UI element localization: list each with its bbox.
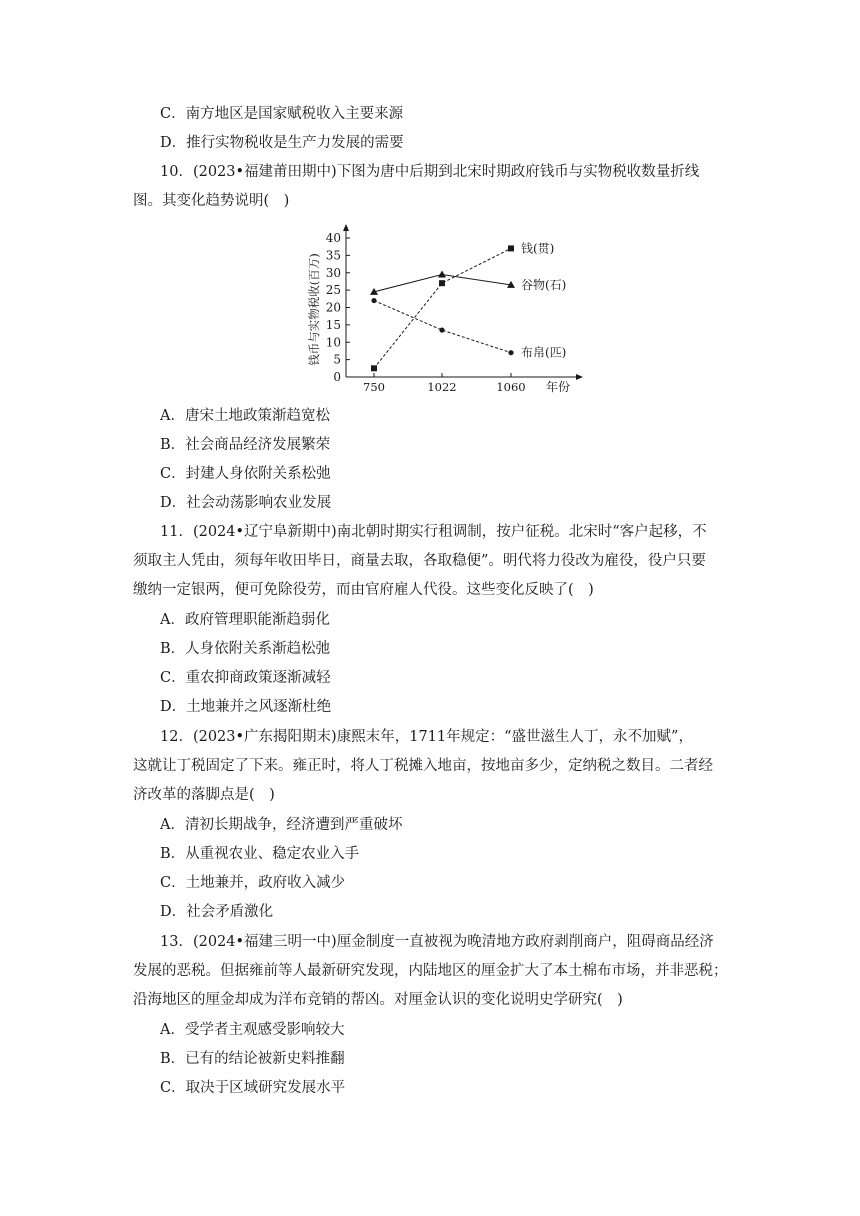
y-axis-arrow <box>343 224 349 231</box>
x-axis-label: 年份 <box>545 380 571 394</box>
y-tick-label: 0 <box>333 370 341 384</box>
data-point-square <box>508 245 514 251</box>
question-13-stem-cont-2: 沿海地区的厘金却成为洋布竞销的帮凶。对厘金认识的变化说明史学研究( ) <box>133 992 623 1008</box>
series-label: 钱(贯) <box>521 241 555 256</box>
option-c-q11: C．重农抑商政策逐渐减轻 <box>160 670 331 686</box>
series-label: 布帛(匹) <box>521 345 567 360</box>
question-12-stem-cont-2: 济改革的落脚点是( ) <box>133 787 275 803</box>
question-11-stem-cont-2: 缴纳一定银两，便可免除役劳，而由官府雇人代役。这些变化反映了( ) <box>133 582 594 598</box>
option-c-q9: C．南方地区是国家赋税收入主要来源 <box>160 106 404 122</box>
option-b-q12: B．从重视农业、稳定农业入手 <box>160 846 360 862</box>
y-tick-label: 5 <box>333 352 341 367</box>
x-tick-label: 1022 <box>427 380 457 394</box>
question-12-stem-cont-1: 这就让丁税固定了下来。雍正时，将人丁税摊入地亩，按地亩多少，定纳税之数目。二者经 <box>133 758 713 774</box>
data-point-square <box>439 280 445 286</box>
data-point-circle <box>371 298 376 303</box>
data-point-square <box>371 365 377 371</box>
x-tick-label: 750 <box>363 380 385 394</box>
option-c-q10: C．封建人身依附关系松弛 <box>160 466 331 482</box>
option-b-q13: B．已有的结论被新史料推翻 <box>160 1051 345 1067</box>
question-11-stem: 11．(2024•辽宁阜新期中)南北朝时期实行租调制，按户征税。北宋时“客户起移，不 <box>160 524 707 540</box>
data-point-triangle <box>438 270 446 277</box>
question-13-stem-cont-1: 发展的恶税。但据雍前等人最新研究发现，内陆地区的厘金扩大了本土棉布市场，并非恶税； <box>133 963 728 979</box>
y-axis-label: 钱币与实物税收(百万) <box>307 253 321 366</box>
option-d-q12: D．社会矛盾激化 <box>160 904 274 920</box>
option-a-q12: A．清初长期战争，经济遭到严重破坏 <box>160 817 403 833</box>
option-d-q11: D．土地兼并之风逐渐杜绝 <box>160 699 332 715</box>
option-a-q13: A．受学者主观感受影响较大 <box>160 1022 345 1038</box>
y-tick-label: 20 <box>325 300 341 315</box>
data-point-circle <box>508 350 513 355</box>
series-label: 谷物(石) <box>521 277 567 292</box>
y-tick-label: 15 <box>325 317 341 332</box>
question-11-stem-cont-1: 须取主人凭由，须每年收田毕日，商量去取，各取稳便”。明代将力役改为雇役，役户只要 <box>133 553 706 569</box>
series-line <box>374 248 511 368</box>
x-tick-label: 1060 <box>496 380 526 394</box>
series-line <box>374 301 511 353</box>
y-tick-label: 30 <box>325 265 341 280</box>
option-d-q10: D．社会动荡影响农业发展 <box>160 495 332 511</box>
y-tick-label: 40 <box>325 231 341 245</box>
option-b-q10: B．社会商品经济发展繁荣 <box>160 437 331 453</box>
y-tick-label: 35 <box>325 248 341 263</box>
option-d-q9: D．推行实物税收是生产力发展的需要 <box>160 135 404 151</box>
tax-line-chart <box>296 218 596 394</box>
question-10-stem: 10．(2023•福建莆田期中)下图为唐中后期到北宋时期政府钱币与实物税收数量折线 <box>160 164 700 180</box>
y-tick-label: 10 <box>325 335 341 350</box>
option-a-q11: A．政府管理职能渐趋弱化 <box>160 612 330 628</box>
question-10-stem-cont: 图。其变化趋势说明( ) <box>133 193 290 209</box>
option-c-q13: C．取决于区域研究发展水平 <box>160 1080 346 1096</box>
question-12-stem: 12．(2023•广东揭阳期末)康熙末年，1711年规定：“盛世滋生人丁，永不加赋”， <box>160 729 693 745</box>
option-a-q10: A．唐宋土地政策渐趋宽松 <box>160 408 330 424</box>
option-c-q12: C．土地兼并，政府收入减少 <box>160 875 346 891</box>
y-tick-label: 25 <box>325 283 341 298</box>
option-b-q11: B．人身依附关系渐趋松弛 <box>160 641 331 657</box>
data-point-circle <box>439 327 444 332</box>
question-13-stem: 13．(2024•福建三明一中)厘金制度一直被视为晚清地方政府剥削商户，阻碍商品经济 <box>160 934 714 950</box>
tax-line-chart-svg <box>296 218 596 394</box>
x-axis-arrow <box>576 374 583 380</box>
